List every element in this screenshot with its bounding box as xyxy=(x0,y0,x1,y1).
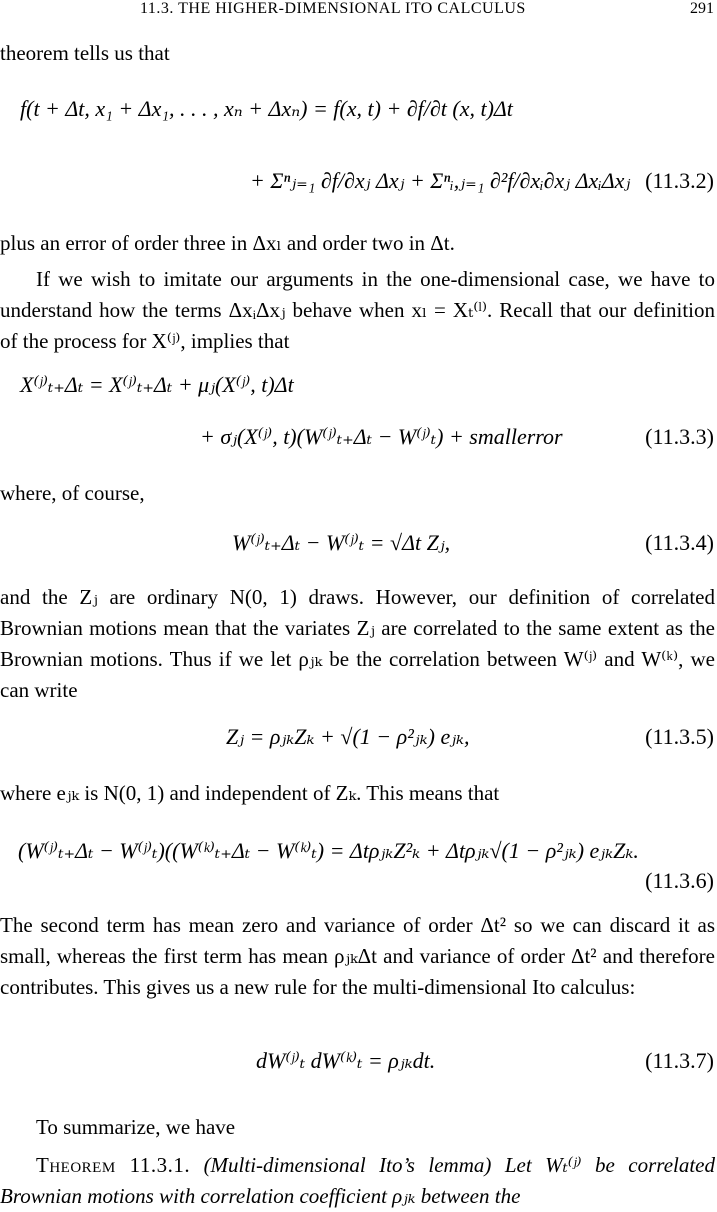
equation-number: (11.3.2) xyxy=(645,168,714,193)
paragraph-2: plus an error of order three in Δxₗ and order two in Δt. xyxy=(0,231,455,255)
equation-body: dW⁽ʲ⁾ₜ dW⁽ᵏ⁾ₜ = ρⱼₖdt. xyxy=(256,1048,436,1073)
equation-number: (11.3.4) xyxy=(645,530,714,555)
equation-11-3-4 xyxy=(0,530,717,570)
page-number: 291 xyxy=(690,0,714,17)
equation-body: + σⱼ(X⁽ʲ⁾, t)(W⁽ʲ⁾ₜ₊Δₜ − W⁽ʲ⁾ₜ) + smallerror xyxy=(200,424,563,449)
theorem-label: Theorem 11.3.1. xyxy=(36,1153,191,1177)
equation-body: (W⁽ʲ⁾ₜ₊Δₜ − W⁽ʲ⁾ₜ)((W⁽ᵏ⁾ₜ₊Δₜ − W⁽ᵏ⁾ₜ) = ΔtρⱼₖZ²ₖ + Δtρⱼₖ√(1 − ρ²ⱼₖ) eⱼₖZₖ. xyxy=(18,838,639,863)
equation-number: (11.3.6) xyxy=(645,868,714,893)
theorem-statement: (Multi-dimensional Ito’s lemma) Let Wₜ⁽ʲ⁾ be correlated Brownian motions with correlation coefficient ρⱼₖ between the xyxy=(0,1153,715,1208)
equation-body: Zⱼ = ρⱼₖZₖ + √(1 − ρ²ⱼₖ) eⱼₖ, xyxy=(226,724,470,749)
equation-number: (11.3.3) xyxy=(645,424,714,449)
equation-body: X⁽ʲ⁾ₜ₊Δₜ = X⁽ʲ⁾ₜ₊Δₜ + μⱼ(X⁽ʲ⁾, t)Δt xyxy=(20,372,294,397)
paragraph-6: where eⱼₖ is N(0, 1) and independent of Zₖ. This means that xyxy=(0,781,500,805)
paragraph-8: To summarize, we have xyxy=(36,1115,236,1139)
equation-body: + Σⁿⱼ₌₁ ∂f/∂xⱼ Δxⱼ + Σⁿᵢ,ⱼ₌₁ ∂²f/∂xᵢ∂xⱼ ΔxᵢΔxⱼ xyxy=(250,168,631,193)
equation-body: f(t + Δt, x₁ + Δx₁, . . . , xₙ + Δxₙ) = f(x, t) + ∂f/∂t (x, t)Δt xyxy=(20,96,513,121)
theorem-11-3-1 xyxy=(0,1150,715,1212)
equation-11-3-6 xyxy=(0,838,717,898)
equation-11-3-5 xyxy=(0,724,717,764)
paragraph-5: and the Zⱼ are ordinary N(0, 1) draws. However, our definition of correlated Brownian motions mean that the variates Zⱼ are correlated to the same extent as the Brownian motions. Thus if we let ρⱼₖ be the correlation between W⁽ʲ⁾ and W⁽ᵏ⁾, we can write xyxy=(0,585,715,702)
equation-11-3-3-line-2 xyxy=(0,424,717,464)
equation-number: (11.3.7) xyxy=(645,1048,714,1073)
equation-body: W⁽ʲ⁾ₜ₊Δₜ − W⁽ʲ⁾ₜ = √Δt Zⱼ, xyxy=(232,530,451,555)
paragraph-7: The second term has mean zero and variance of order Δt² so we can discard it as small, whereas the first term has mean ρⱼₖΔt and variance of order Δt² and therefore contributes. This gives us a new rule for the multi-dimensional Ito calculus: xyxy=(0,913,715,999)
paragraph-4: where, of course, xyxy=(0,481,145,505)
running-title: 11.3. THE HIGHER-DIMENSIONAL ITO CALCULUS xyxy=(140,0,526,17)
equation-number: (11.3.5) xyxy=(645,724,714,749)
running-header xyxy=(0,0,717,24)
equation-11-3-2-line-1 xyxy=(0,96,717,136)
paragraph-3: If we wish to imitate our arguments in the one-dimensional case, we have to understand how the terms ΔxᵢΔxⱼ behave when xₗ = Xₜ⁽ˡ⁾. Recall that our definition of the process for X⁽ʲ⁾, implies that xyxy=(0,267,715,353)
equation-11-3-3-line-1 xyxy=(0,372,717,412)
paragraph-1: theorem tells us that xyxy=(0,41,170,65)
equation-11-3-2-line-2 xyxy=(0,168,717,208)
equation-11-3-7 xyxy=(0,1048,717,1088)
